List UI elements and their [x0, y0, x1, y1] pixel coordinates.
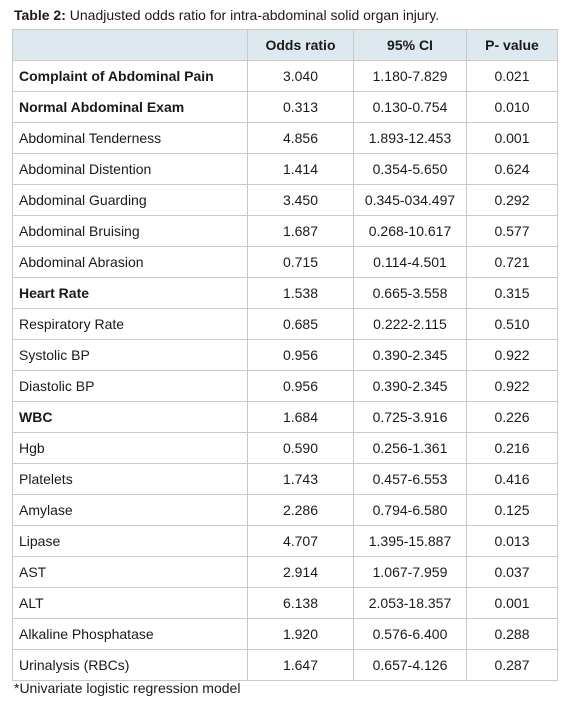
p-value-cell: 0.922	[467, 371, 558, 402]
variable-cell: Lipase	[13, 526, 248, 557]
variable-cell: Urinalysis (RBCs)	[13, 650, 248, 681]
odds-ratio-cell: 1.684	[248, 402, 354, 433]
p-value-cell: 0.624	[467, 154, 558, 185]
variable-cell: Abdominal Bruising	[13, 216, 248, 247]
table-row	[13, 588, 558, 619]
confidence-interval-cell: 0.794-6.580	[354, 495, 467, 526]
p-value-cell: 0.292	[467, 185, 558, 216]
table-row	[13, 371, 558, 402]
odds-ratio-cell: 2.914	[248, 557, 354, 588]
table-body	[13, 61, 558, 681]
odds-ratio-cell: 0.715	[248, 247, 354, 278]
variable-cell: Complaint of Abdominal Pain	[13, 61, 248, 92]
variable-cell: WBC	[13, 402, 248, 433]
confidence-interval-cell: 1.395-15.887	[354, 526, 467, 557]
variable-cell: Abdominal Tenderness	[13, 123, 248, 154]
odds-ratio-cell: 1.743	[248, 464, 354, 495]
confidence-interval-cell: 0.256-1.361	[354, 433, 467, 464]
odds-ratio-cell: 0.685	[248, 309, 354, 340]
p-value-cell: 0.216	[467, 433, 558, 464]
p-value-cell: 0.922	[467, 340, 558, 371]
p-value-cell: 0.287	[467, 650, 558, 681]
header-p-value: P- value	[467, 30, 558, 61]
odds-ratio-cell: 4.856	[248, 123, 354, 154]
p-value-cell: 0.315	[467, 278, 558, 309]
table-row	[13, 61, 558, 92]
p-value-cell: 0.125	[467, 495, 558, 526]
odds-ratio-cell: 1.414	[248, 154, 354, 185]
table-row	[13, 216, 558, 247]
confidence-interval-cell: 0.576-6.400	[354, 619, 467, 650]
variable-cell: Abdominal Abrasion	[13, 247, 248, 278]
table-row	[13, 433, 558, 464]
table-row	[13, 464, 558, 495]
variable-cell: Platelets	[13, 464, 248, 495]
confidence-interval-cell: 0.665-3.558	[354, 278, 467, 309]
table-row	[13, 278, 558, 309]
p-value-cell: 0.416	[467, 464, 558, 495]
p-value-cell: 0.021	[467, 61, 558, 92]
table-row	[13, 619, 558, 650]
p-value-cell: 0.288	[467, 619, 558, 650]
odds-ratio-cell: 0.590	[248, 433, 354, 464]
p-value-cell: 0.226	[467, 402, 558, 433]
p-value-cell: 0.001	[467, 588, 558, 619]
odds-ratio-cell: 1.687	[248, 216, 354, 247]
odds-ratio-cell: 3.040	[248, 61, 354, 92]
table-row	[13, 154, 558, 185]
variable-cell: Systolic BP	[13, 340, 248, 371]
table-caption-label: Table 2:	[14, 7, 66, 23]
p-value-cell: 0.010	[467, 92, 558, 123]
confidence-interval-cell: 0.222-2.115	[354, 309, 467, 340]
variable-cell: ALT	[13, 588, 248, 619]
confidence-interval-cell: 0.457-6.553	[354, 464, 467, 495]
odds-ratio-cell: 3.450	[248, 185, 354, 216]
variable-cell: Abdominal Distention	[13, 154, 248, 185]
p-value-cell: 0.577	[467, 216, 558, 247]
odds-ratio-cell: 0.313	[248, 92, 354, 123]
confidence-interval-cell: 0.114-4.501	[354, 247, 467, 278]
table-caption-text: Unadjusted odds ratio for intra-abdominal solid organ injury.	[65, 7, 440, 23]
odds-ratio-cell: 1.920	[248, 619, 354, 650]
confidence-interval-cell: 0.354-5.650	[354, 154, 467, 185]
confidence-interval-cell: 0.268-10.617	[354, 216, 467, 247]
p-value-cell: 0.037	[467, 557, 558, 588]
table-row	[13, 309, 558, 340]
confidence-interval-cell: 0.725-3.916	[354, 402, 467, 433]
table-row	[13, 123, 558, 154]
confidence-interval-cell: 0.390-2.345	[354, 340, 467, 371]
table-header-row	[13, 30, 558, 61]
table-footnote: *Univariate logistic regression model	[14, 680, 241, 696]
table-row	[13, 495, 558, 526]
confidence-interval-cell: 2.053-18.357	[354, 588, 467, 619]
variable-cell: AST	[13, 557, 248, 588]
variable-cell: Alkaline Phosphatase	[13, 619, 248, 650]
p-value-cell: 0.001	[467, 123, 558, 154]
odds-ratio-cell: 4.707	[248, 526, 354, 557]
variable-cell: Normal Abdominal Exam	[13, 92, 248, 123]
confidence-interval-cell: 0.657-4.126	[354, 650, 467, 681]
table-row	[13, 650, 558, 681]
odds-ratio-cell: 1.538	[248, 278, 354, 309]
confidence-interval-cell: 0.345-034.497	[354, 185, 467, 216]
p-value-cell: 0.721	[467, 247, 558, 278]
confidence-interval-cell: 0.390-2.345	[354, 371, 467, 402]
confidence-interval-cell: 0.130-0.754	[354, 92, 467, 123]
confidence-interval-cell: 1.893-12.453	[354, 123, 467, 154]
p-value-cell: 0.013	[467, 526, 558, 557]
variable-cell: Heart Rate	[13, 278, 248, 309]
variable-cell: Abdominal Guarding	[13, 185, 248, 216]
table-caption	[14, 6, 439, 24]
table-row	[13, 557, 558, 588]
p-value-cell: 0.510	[467, 309, 558, 340]
odds-ratio-cell: 2.286	[248, 495, 354, 526]
header-odds-ratio: Odds ratio	[248, 30, 354, 61]
variable-cell: Diastolic BP	[13, 371, 248, 402]
table-row	[13, 402, 558, 433]
table-row	[13, 340, 558, 371]
confidence-interval-cell: 1.067-7.959	[354, 557, 467, 588]
confidence-interval-cell: 1.180-7.829	[354, 61, 467, 92]
odds-ratio-cell: 1.647	[248, 650, 354, 681]
variable-cell: Hgb	[13, 433, 248, 464]
header-confidence-interval: 95% CI	[354, 30, 467, 61]
table-row	[13, 92, 558, 123]
table-row	[13, 526, 558, 557]
odds-ratio-cell: 0.956	[248, 340, 354, 371]
header-variable	[13, 30, 248, 61]
odds-ratio-cell: 0.956	[248, 371, 354, 402]
variable-cell: Respiratory Rate	[13, 309, 248, 340]
table-row	[13, 185, 558, 216]
odds-ratio-table	[12, 29, 558, 681]
table-row	[13, 247, 558, 278]
variable-cell: Amylase	[13, 495, 248, 526]
odds-ratio-cell: 6.138	[248, 588, 354, 619]
